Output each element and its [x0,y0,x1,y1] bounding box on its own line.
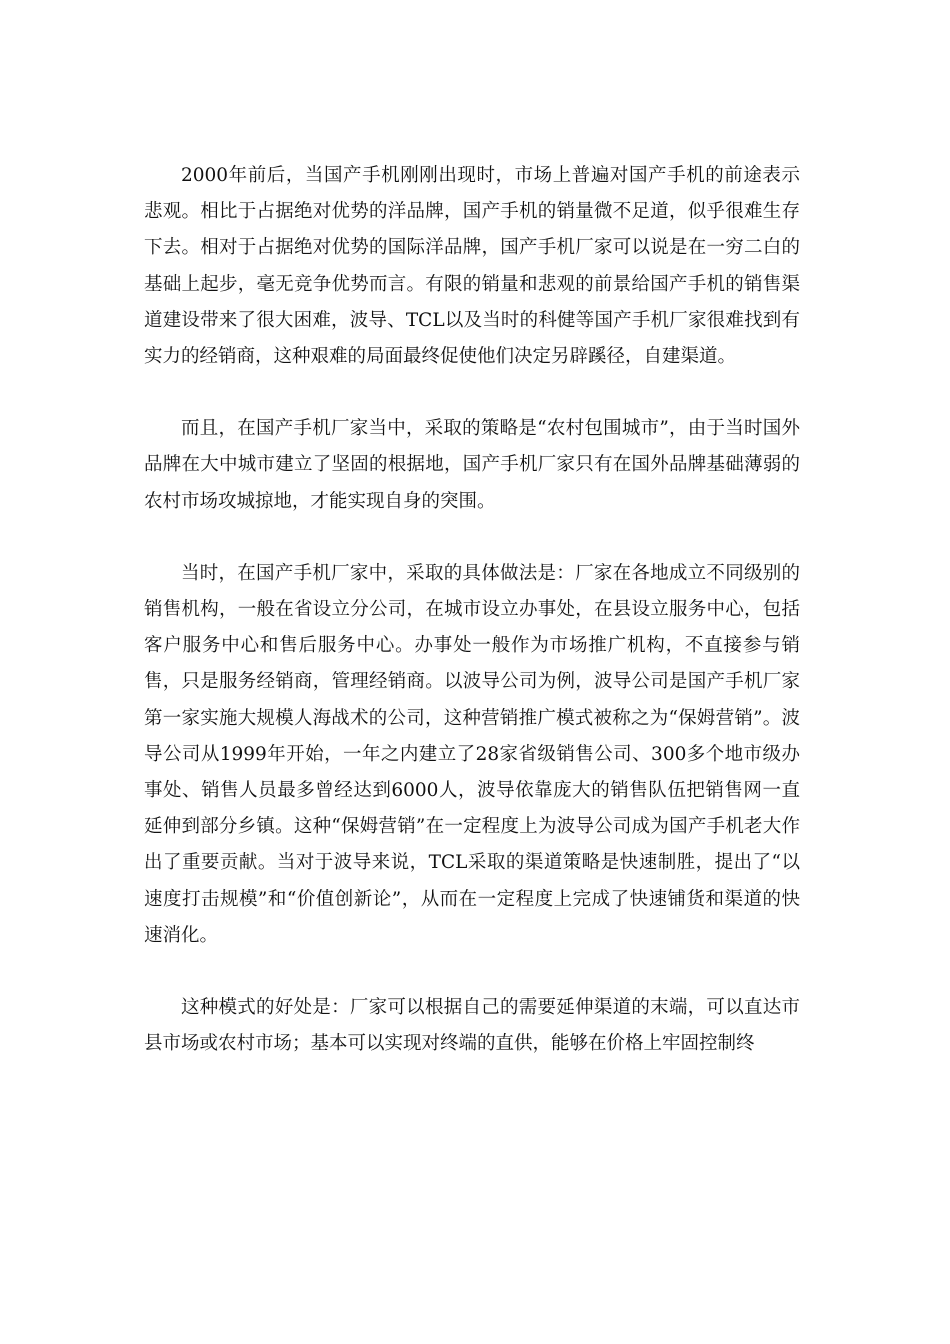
paragraph-4: 这种模式的好处是：厂家可以根据自己的需要延伸渠道的末端，可以直达市县市场或农村市场；基本可以实现对终端的直供，能够在价格上牢固控制终 [144,997,800,1055]
paragraph-3: 当时，在国产手机厂家中，采取的具体做法是：厂家在各地成立不同级别的销售机构，一般在省设立分公司，在城市设立办事处，在县设立服务中心，包括客户服务中心和售后服务中心。办事处一般作为市场推广机构，不直接参与销售，只是服务经销商，管理经销商。以波导公司为例，波导公司是国产手机厂家第一家实施大规模人海战术的公司，这种营销推广模式被称之为“保姆营销”。波导公司从1999年开始，一年之内建立了28家省级销售公司、300多个地市级办事处、销售人员最多曾经达到6000人，波导依靠庞大的销售队伍把销售网一直延伸到部分乡镇。这种“保姆营销”在一定程度上为波导公司成为国产手机老大作出了重要贡献。当对于波导来说，TCL采取的渠道策略是快速制胜，提出了“以速度打击规模”和“价值创新论”，从而在一定程度上完成了快速铺货和渠道的快速消化。 [144,562,800,946]
paragraph-1: 2000年前后，当国产手机刚刚出现时，市场上普遍对国产手机的前途表示悲观。相比于占据绝对优势的洋品牌，国产手机的销量微不足道，似乎很难生存下去。相对于占据绝对优势的国际洋品牌，国产手机厂家可以说是在一穷二白的基础上起步，毫无竞争优势而言。有限的销量和悲观的前景给国产手机的销售渠道建设带来了很大困难，波导、TCL以及当时的科健等国产手机厂家很难找到有实力的经销商，这种艰难的局面最终促使他们决定另辟蹊径，自建渠道。 [144,165,800,368]
document-body [144,158,800,1098]
paragraph-2: 而且，在国产手机厂家当中，采取的策略是“农村包围城市”，由于当时国外品牌在大中城市建立了坚固的根据地，国产手机厂家只有在国外品牌基础薄弱的农村市场攻城掠地，才能实现自身的突围。 [144,418,800,512]
